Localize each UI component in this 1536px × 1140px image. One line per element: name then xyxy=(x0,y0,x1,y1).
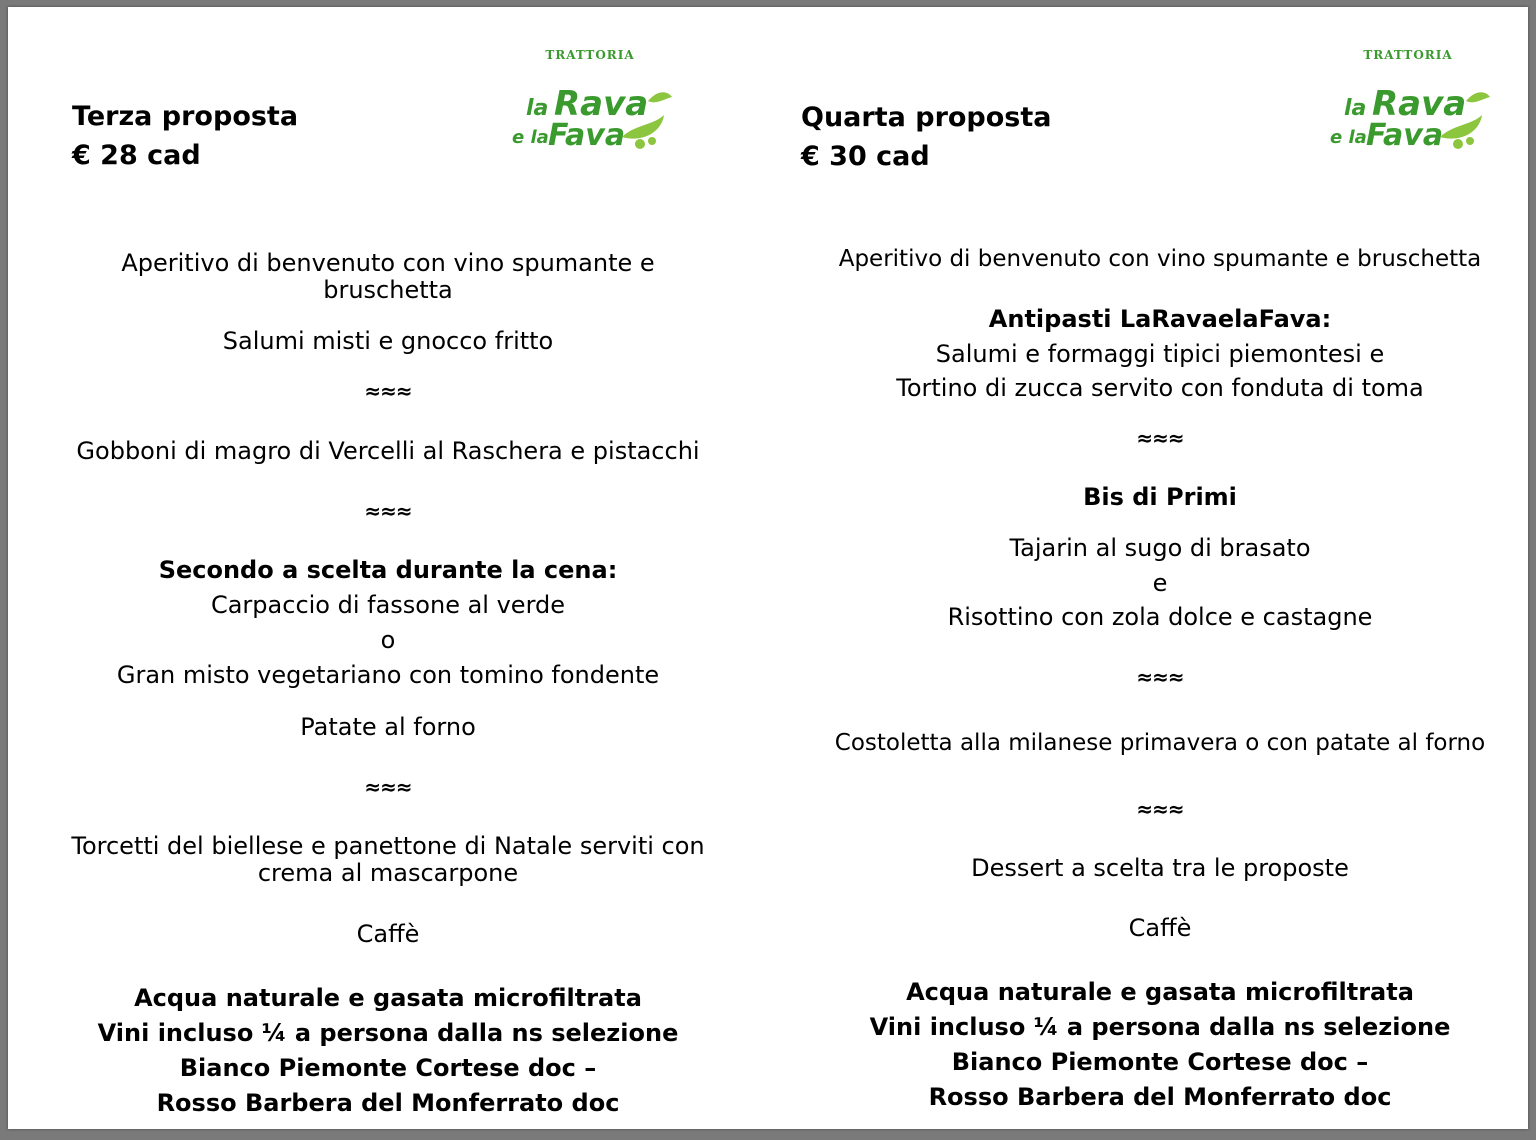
secondo-option: Gran misto vegetariano con tomino fondente xyxy=(116,661,660,689)
antipasto: Salumi misti e gnocco fritto xyxy=(222,327,554,355)
logo-bean-icon xyxy=(1453,139,1463,149)
primi-title: Bis di Primi xyxy=(1083,483,1237,511)
menu-title: Quarta proposta xyxy=(801,102,1052,133)
logo-bean-icon xyxy=(648,137,656,145)
menu-heading xyxy=(72,97,298,175)
secondo-title: Secondo a scelta durante la cena: xyxy=(158,556,618,584)
dessert: Dessert a scelta tra le proposte xyxy=(971,854,1349,882)
primo: Tajarin al sugo di brasato xyxy=(1009,534,1311,562)
menu-heading xyxy=(801,98,1052,176)
secondo: Costoletta alla milanese primavera o con patate al forno xyxy=(834,730,1486,756)
primo: Gobboni di magro di Vercelli al Raschera e pistacchi xyxy=(76,437,700,465)
logo-la: la xyxy=(1344,96,1367,121)
logo-top-text: TRATTORIA xyxy=(545,48,635,62)
drinks: Acqua naturale e gasata microfiltrata Vini incluso ¼ a persona dalla ns selezione Bianco Piemonte Cortese doc – Rosso Barbera del Monferrato doc xyxy=(869,978,1451,1111)
menu-price: € 28 cad xyxy=(72,140,201,171)
logo-rava: Rava xyxy=(554,84,649,124)
logo-rava: Rava xyxy=(1372,84,1467,124)
separator: ≈≈≈ xyxy=(1136,426,1184,450)
drinks: Acqua naturale e gasata microfiltrata Vini incluso ¼ a persona dalla ns selezione Bianco Piemonte Cortese doc – Rosso Barbera del Monferrato doc xyxy=(97,984,679,1117)
menu-title: Terza proposta xyxy=(72,101,299,132)
menu-page xyxy=(8,7,1528,1129)
logo-ela: e la xyxy=(512,127,549,148)
logo-fava: Fava xyxy=(548,118,626,153)
antipasti-line: Tortino di zucca servito con fonduta di toma xyxy=(896,374,1424,402)
logo-top-text: TRATTORIA xyxy=(1363,48,1453,62)
logo-ela: e la xyxy=(1330,127,1367,148)
logo-la: la xyxy=(526,96,549,121)
contorno: Patate al forno xyxy=(300,713,476,741)
trattoria-logo xyxy=(502,45,682,155)
menu-panel-terza xyxy=(8,7,768,1129)
secondo-option: Carpaccio di fassone al verde xyxy=(210,591,566,619)
primi-and: e xyxy=(1152,569,1168,597)
antipasti-title: Antipasti LaRavaelaFava: xyxy=(988,305,1332,333)
caffe: Caffè xyxy=(1128,914,1192,942)
logo-bean-icon xyxy=(635,139,645,149)
dessert: Torcetti del biellese e panettone di Natale serviti con crema al mascarpone xyxy=(71,832,705,887)
menu-price: € 30 cad xyxy=(801,141,930,172)
trattoria-logo xyxy=(1320,45,1500,155)
separator: ≈≈≈ xyxy=(364,775,412,799)
antipasti-line: Salumi e formaggi tipici piemontesi e xyxy=(935,340,1385,368)
primo: Risottino con zola dolce e castagne xyxy=(947,603,1373,631)
aperitivo: Aperitivo di benvenuto con vino spumante e bruschetta xyxy=(121,249,655,304)
separator: ≈≈≈ xyxy=(1136,797,1184,821)
separator: ≈≈≈ xyxy=(364,499,412,523)
separator: ≈≈≈ xyxy=(364,379,412,403)
menu-panel-quarta xyxy=(770,7,1528,1129)
secondo-or: o xyxy=(380,626,396,654)
logo-leaf-icon xyxy=(648,92,672,102)
logo-leaf-icon xyxy=(1466,92,1490,102)
caffe: Caffè xyxy=(356,920,420,948)
separator: ≈≈≈ xyxy=(1136,665,1184,689)
aperitivo: Aperitivo di benvenuto con vino spumante e bruschetta xyxy=(838,246,1482,272)
logo-bean-icon xyxy=(1466,137,1474,145)
logo-fava: Fava xyxy=(1366,118,1444,153)
